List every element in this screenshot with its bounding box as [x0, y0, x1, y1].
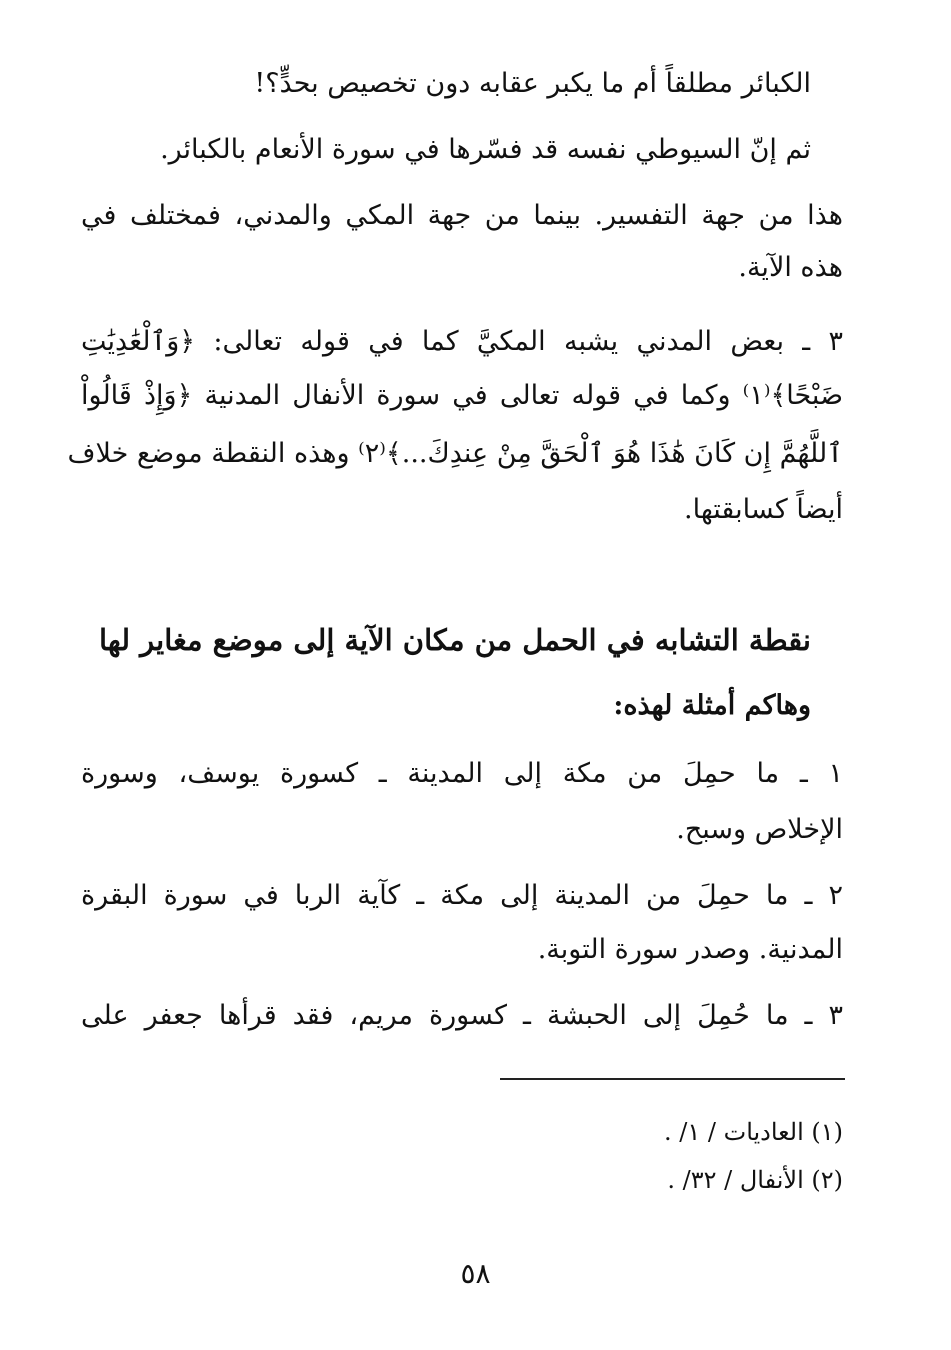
- text-line: ٱللَّهُمَّ إِن كَانَ هَٰذَا هُوَ ٱلْحَقَّ مِنْ عِندِكَ...﴾⁽٢⁾ وهذه النقطة موضع خلاف: [67, 438, 843, 469]
- section-heading: نقطة التشابه في الحمل من مكان الآية إلى موضع مغاير لها: [98, 623, 811, 657]
- footnote: (١) العاديات / ١/ .: [664, 1118, 843, 1146]
- text-line: هذا من جهة التفسير. بينما من جهة المكي والمدني، فمختلف في: [81, 200, 843, 231]
- list-item: ١ ـ ما حمِلَ من مكة إلى المدينة ـ كسورة يوسف، وسورة: [81, 758, 843, 789]
- text-line: الكبائر مطلقاً أم ما يكبر عقابه دون تخصيص بحدٍّ؟!: [254, 68, 811, 99]
- text-line: ٣ ـ بعض المدني يشبه المكيَّ كما في قوله تعالى: ﴿وَٱلْعَٰدِيَٰتِ: [81, 326, 843, 357]
- list-item: ٣ ـ ما حُمِلَ إلى الحبشة ـ كسورة مريم، فقد قرأها جعفر على: [81, 1000, 843, 1031]
- text-line: هذه الآية.: [738, 252, 843, 283]
- list-item: المدنية. وصدر سورة التوبة.: [537, 934, 843, 965]
- section-subheading: وهاكم أمثلة لهذه:: [613, 690, 811, 721]
- page-number: ٥٨: [460, 1257, 491, 1290]
- footnote-divider: [500, 1078, 845, 1080]
- text-line: ثم إنّ السيوطي نفسه قد فسّرها في سورة الأنعام بالكبائر.: [160, 134, 811, 165]
- footnote: (٢) الأنفال / ٣٢/ .: [667, 1166, 843, 1194]
- list-item: ٢ ـ ما حمِلَ من المدينة إلى مكة ـ كآية الربا في سورة البقرة: [81, 880, 843, 911]
- list-item: الإخلاص وسبح.: [676, 814, 843, 845]
- text-line: أيضاً كسابقتها.: [684, 494, 843, 525]
- text-line: ضَبْحًا﴾⁽١⁾ وكما في قوله تعالى في سورة الأنفال المدنية ﴿وَإِذْ قَالُواْ: [81, 380, 843, 411]
